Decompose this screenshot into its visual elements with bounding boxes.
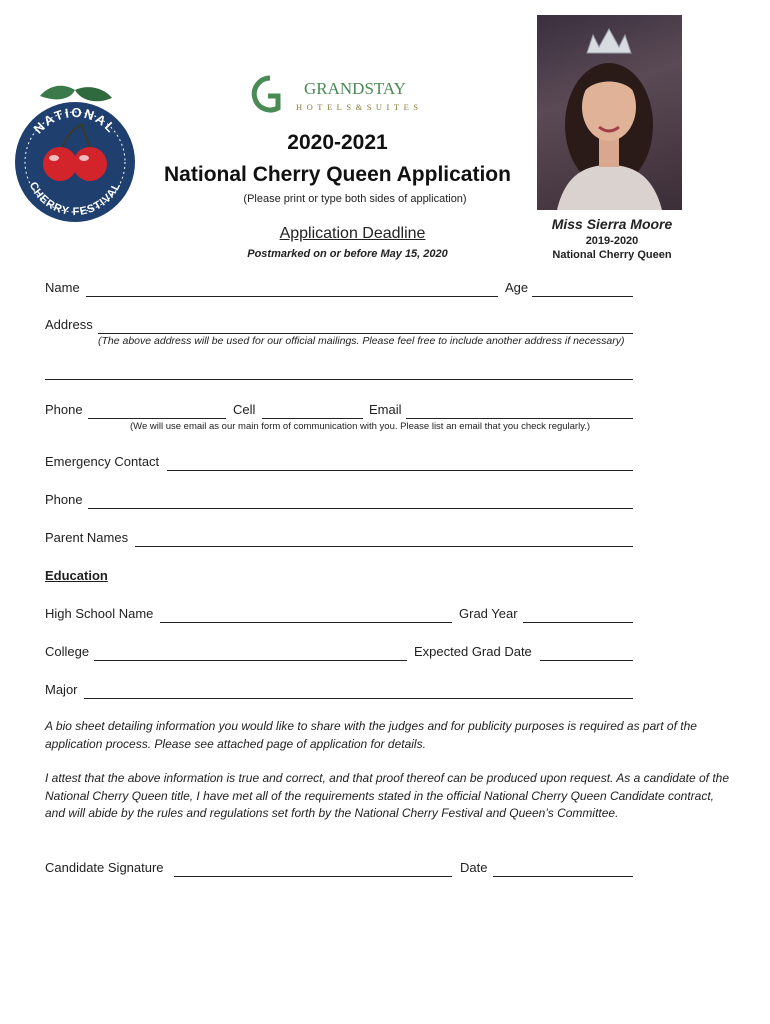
name-field[interactable]	[86, 296, 498, 297]
email-note: (We will use email as our main form of communication with you. Please list an email that you check regularly.)	[130, 421, 591, 432]
grandstay-name: GRANDSTAY	[304, 79, 406, 98]
emergency-phone-field[interactable]	[88, 508, 633, 509]
queen-photo	[537, 15, 682, 210]
date-label: Date	[460, 860, 488, 875]
candidate-signature-label: Candidate Signature	[45, 860, 164, 875]
age-field[interactable]	[532, 296, 633, 297]
address-label: Address	[45, 317, 93, 332]
address-field[interactable]	[98, 333, 633, 334]
address-field-line-2[interactable]	[45, 379, 633, 380]
expected-grad-label: Expected Grad Date	[414, 644, 532, 659]
cell-label: Cell	[233, 402, 256, 417]
email-field[interactable]	[406, 418, 633, 419]
name-label: Name	[45, 280, 80, 295]
queen-years: 2019-2020	[585, 235, 639, 247]
deadline-label: Application Deadline	[279, 225, 426, 242]
expected-grad-field[interactable]	[540, 660, 633, 661]
bio-sheet-paragraph: A bio sheet detailing information you would like to share with the judges and for publicity purposes is required as part of the application process. Please see attached page of application for details.	[45, 719, 697, 751]
grad-year-label: Grad Year	[459, 606, 518, 621]
deadline-date: Postmarked on or before May 15, 2020	[247, 248, 448, 260]
address-note: (The above address will be used for our official mailings. Please feel free to include another address if necessary)	[98, 335, 625, 347]
queen-title: National Cherry Queen	[552, 249, 672, 261]
logo-bottom-text: CHERRY FESTIVAL	[26, 180, 124, 219]
emergency-contact-label: Emergency Contact	[45, 454, 160, 469]
college-field[interactable]	[94, 660, 407, 661]
college-label: College	[45, 644, 90, 659]
national-cherry-festival-logo	[12, 80, 138, 230]
education-heading: Education	[45, 568, 108, 583]
emergency-phone-label: Phone	[45, 492, 83, 507]
emergency-contact-field[interactable]	[167, 470, 633, 471]
print-instructions: (Please print or type both sides of application)	[243, 193, 467, 205]
application-year: 2020-2021	[287, 131, 388, 154]
phone-field[interactable]	[88, 418, 226, 419]
parent-names-field[interactable]	[135, 546, 633, 547]
grandstay-tagline: HOTELS&SUITES	[296, 102, 423, 112]
logo-top-text: NATIONAL	[30, 104, 120, 137]
parent-names-label: Parent Names	[45, 530, 129, 545]
high-school-label: High School Name	[45, 606, 154, 621]
email-label: Email	[369, 402, 402, 417]
age-label: Age	[505, 280, 529, 295]
grad-year-field[interactable]	[523, 622, 633, 623]
candidate-signature-field[interactable]	[174, 876, 452, 877]
high-school-field[interactable]	[160, 622, 452, 623]
phone-label: Phone	[45, 402, 83, 417]
major-field[interactable]	[84, 698, 633, 699]
date-field[interactable]	[493, 876, 633, 877]
attestation-paragraph: I attest that the above information is true and correct, and that proof thereof can be produced upon request. As a candidate of the National Cherry Queen title, I have met all of the requirements stated in the official National Cherry Queen Candidate contract, and will abide by the rules and regulations set forth by the National Cherry Festival and Queen’s Committee.	[45, 771, 729, 820]
page-title: National Cherry Queen Application	[164, 163, 511, 186]
major-label: Major	[45, 682, 78, 697]
queen-name: Miss Sierra Moore	[551, 216, 673, 232]
cell-field[interactable]	[262, 418, 363, 419]
grandstay-logo	[248, 72, 428, 116]
